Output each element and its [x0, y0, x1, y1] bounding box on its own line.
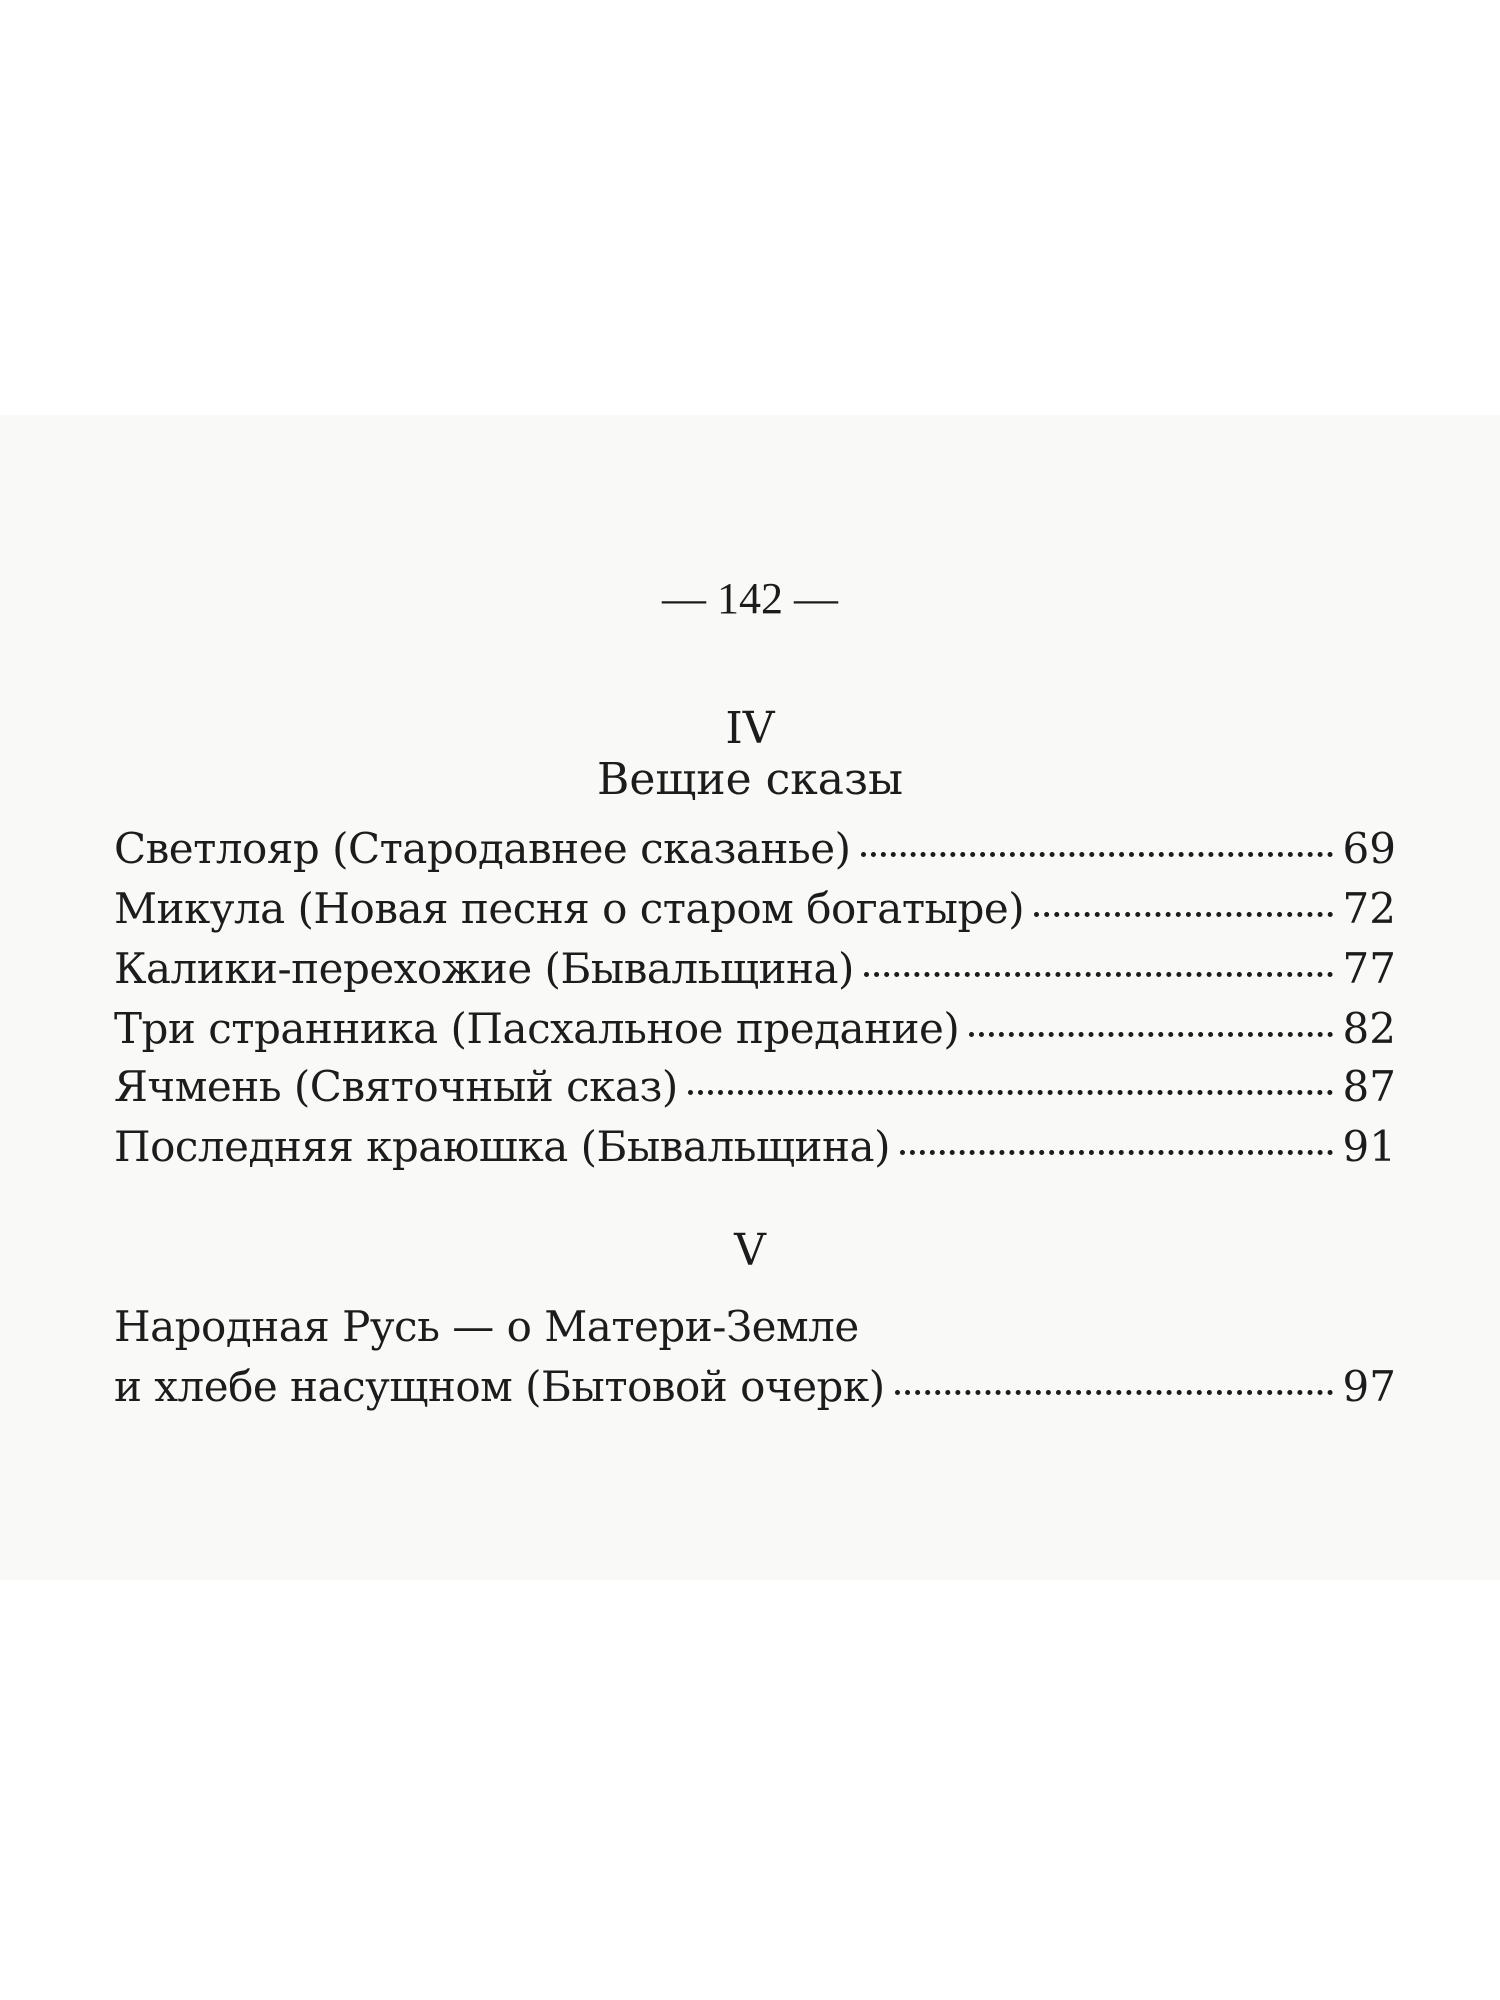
toc-entry-page: 91 [1342, 1122, 1396, 1171]
toc-entry-page: 77 [1342, 944, 1396, 993]
toc-entry-title: Микула (Новая песня о старом богатыре) [114, 884, 1025, 933]
toc-entry-page: 97 [1342, 1362, 1396, 1411]
dot-leader [969, 1032, 1332, 1037]
toc-entry-title: Три странника (Пасхальное предание) [114, 1004, 960, 1053]
toc-entry [114, 940, 1396, 998]
toc-entry [114, 880, 1396, 938]
toc-entry-title: Калики-перехожие (Бывальщина) [114, 944, 854, 993]
toc-entry [114, 1358, 1396, 1416]
dot-leader [895, 1390, 1333, 1395]
toc-entry-title-line1: Народная Русь — о Матери-Земле [114, 1302, 859, 1351]
toc-entry-title: Ячмень (Святочный сказ) [114, 1062, 678, 1111]
dot-leader [688, 1090, 1333, 1095]
toc-entry-page: 72 [1342, 884, 1396, 933]
toc-entry [114, 1118, 1396, 1176]
section-numeral-iv: IV [725, 703, 775, 754]
dot-leader [864, 972, 1333, 977]
toc-entry [114, 820, 1396, 878]
page-number: — 142 — [662, 574, 838, 623]
toc-entry-title: Светлояр (Стародавнее сказанье) [114, 824, 851, 873]
toc-entry [114, 1000, 1396, 1058]
section-numeral-v: V [734, 1225, 766, 1276]
toc-entry [114, 1058, 1396, 1116]
toc-entry-page: 69 [1342, 824, 1396, 873]
dot-leader [861, 852, 1333, 857]
toc-entry-page: 87 [1342, 1062, 1396, 1111]
toc-entry-title-line2: и хлебе насущном (Бытовой очерк) [114, 1362, 885, 1411]
dot-leader [900, 1150, 1333, 1155]
section-subtitle: Вещие сказы [596, 754, 904, 805]
toc-entry-title: Последняя краюшка (Бывальщина) [114, 1122, 890, 1171]
toc-entry-page: 82 [1342, 1004, 1396, 1053]
dot-leader [1034, 912, 1332, 917]
